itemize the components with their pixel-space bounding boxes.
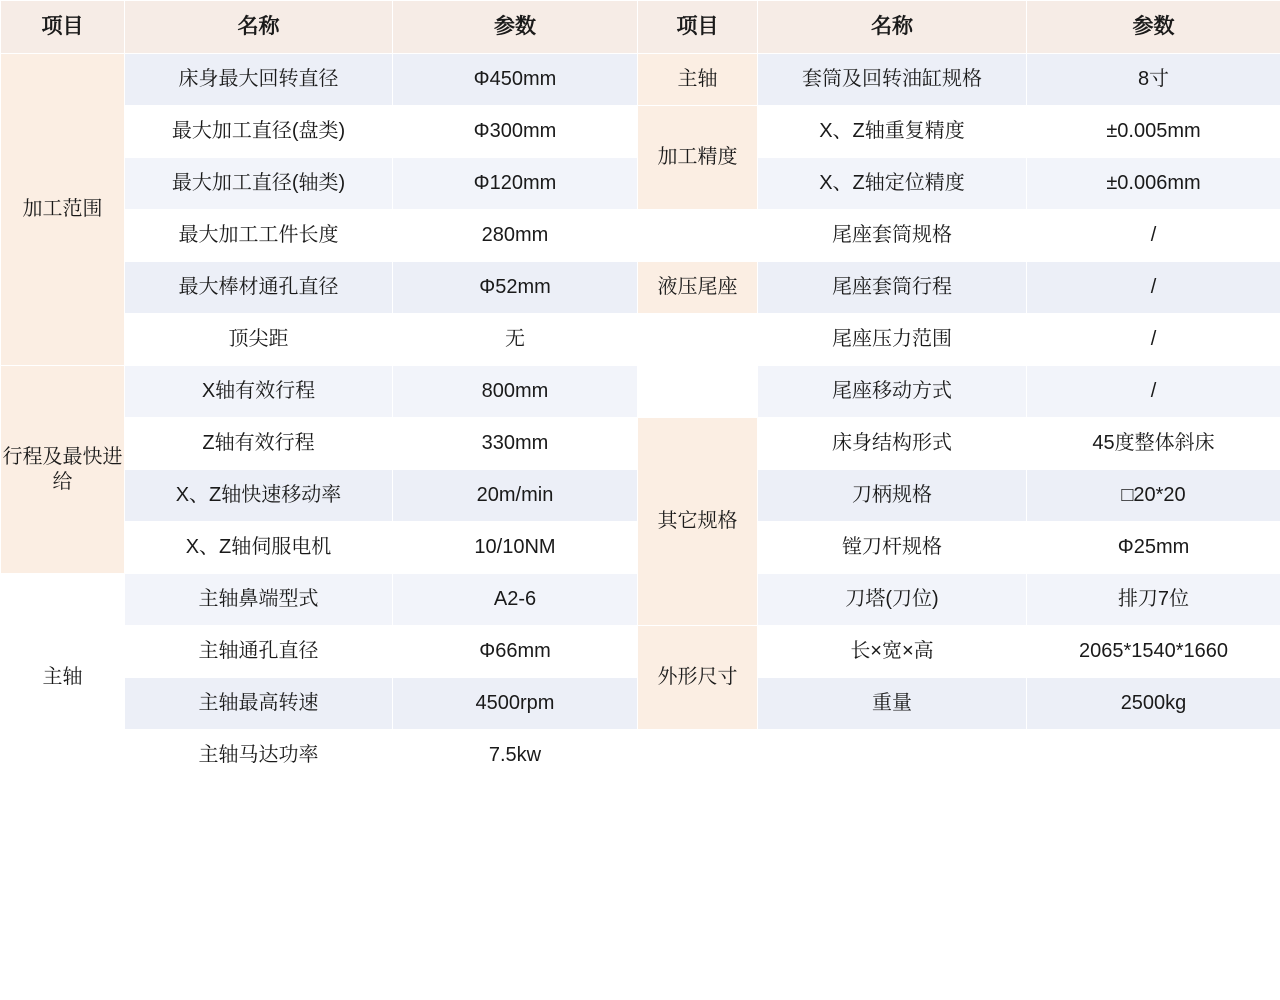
right-value: / bbox=[1027, 262, 1280, 314]
left-name: 主轴通孔直径 bbox=[125, 626, 393, 678]
table-row bbox=[1, 314, 1280, 366]
right-value: 8寸 bbox=[1027, 54, 1280, 106]
left-value: Φ120mm bbox=[393, 158, 638, 210]
right-name: 长×宽×高 bbox=[758, 626, 1027, 678]
left-value: A2-6 bbox=[393, 574, 638, 626]
right-value: 2065*1540*1660 bbox=[1027, 626, 1280, 678]
header-left-category: 项目 bbox=[1, 1, 125, 54]
right-value: / bbox=[1027, 366, 1280, 418]
left-category-travel-feed: 行程及最快进给 bbox=[1, 366, 125, 574]
right-category-spacer bbox=[638, 366, 758, 418]
table-row bbox=[1, 106, 1280, 158]
right-category-hydraulic-tailstock: 液压尾座 bbox=[638, 262, 758, 314]
right-value: ±0.006mm bbox=[1027, 158, 1280, 210]
left-value: 10/10NM bbox=[393, 522, 638, 574]
left-name: 主轴鼻端型式 bbox=[125, 574, 393, 626]
right-name: X、Z轴定位精度 bbox=[758, 158, 1027, 210]
right-name: 床身结构形式 bbox=[758, 418, 1027, 470]
right-category-dimensions: 外形尺寸 bbox=[638, 626, 758, 730]
header-left-value: 参数 bbox=[393, 1, 638, 54]
right-name: 刀柄规格 bbox=[758, 470, 1027, 522]
table-row bbox=[1, 54, 1280, 106]
right-category-spindle: 主轴 bbox=[638, 54, 758, 106]
left-name: Z轴有效行程 bbox=[125, 418, 393, 470]
right-name: 镗刀杆规格 bbox=[758, 522, 1027, 574]
table-row bbox=[1, 210, 1280, 262]
header-left-name: 名称 bbox=[125, 1, 393, 54]
left-value: 800mm bbox=[393, 366, 638, 418]
left-name: 床身最大回转直径 bbox=[125, 54, 393, 106]
right-value: / bbox=[1027, 210, 1280, 262]
right-value: / bbox=[1027, 314, 1280, 366]
right-name: 尾座套筒行程 bbox=[758, 262, 1027, 314]
left-name: 主轴马达功率 bbox=[125, 730, 393, 782]
left-name: X轴有效行程 bbox=[125, 366, 393, 418]
right-value: ±0.005mm bbox=[1027, 106, 1280, 158]
left-name: X、Z轴伺服电机 bbox=[125, 522, 393, 574]
right-category-other-specs: 其它规格 bbox=[638, 418, 758, 626]
right-filler bbox=[1027, 730, 1280, 782]
left-name: 最大加工直径(轴类) bbox=[125, 158, 393, 210]
right-value: 45度整体斜床 bbox=[1027, 418, 1280, 470]
right-filler bbox=[758, 730, 1027, 782]
right-name: 尾座套筒规格 bbox=[758, 210, 1027, 262]
left-value: 20m/min bbox=[393, 470, 638, 522]
left-category-spindle: 主轴 bbox=[1, 574, 125, 782]
left-value: Φ300mm bbox=[393, 106, 638, 158]
header-right-category: 项目 bbox=[638, 1, 758, 54]
left-name: X、Z轴快速移动率 bbox=[125, 470, 393, 522]
right-category-spacer bbox=[638, 314, 758, 366]
left-value: 4500rpm bbox=[393, 678, 638, 730]
table-row bbox=[1, 366, 1280, 418]
left-value: Φ450mm bbox=[393, 54, 638, 106]
right-name: 重量 bbox=[758, 678, 1027, 730]
left-value: Φ52mm bbox=[393, 262, 638, 314]
left-category-machining-range: 加工范围 bbox=[1, 54, 125, 366]
left-name: 最大棒材通孔直径 bbox=[125, 262, 393, 314]
left-value: 7.5kw bbox=[393, 730, 638, 782]
left-value: 280mm bbox=[393, 210, 638, 262]
right-name: 尾座移动方式 bbox=[758, 366, 1027, 418]
left-name: 主轴最高转速 bbox=[125, 678, 393, 730]
table-row bbox=[1, 730, 1280, 782]
table-row bbox=[1, 262, 1280, 314]
table-row bbox=[1, 418, 1280, 470]
left-value: 330mm bbox=[393, 418, 638, 470]
table-header-row bbox=[1, 1, 1280, 54]
left-name: 顶尖距 bbox=[125, 314, 393, 366]
table-row bbox=[1, 626, 1280, 678]
right-category-spacer bbox=[638, 210, 758, 262]
right-value: □20*20 bbox=[1027, 470, 1280, 522]
right-value: Φ25mm bbox=[1027, 522, 1280, 574]
right-name: 刀塔(刀位) bbox=[758, 574, 1027, 626]
header-right-value: 参数 bbox=[1027, 1, 1280, 54]
right-filler bbox=[638, 730, 758, 782]
right-name: 尾座压力范围 bbox=[758, 314, 1027, 366]
right-name: 套筒及回转油缸规格 bbox=[758, 54, 1027, 106]
left-value: Φ66mm bbox=[393, 626, 638, 678]
right-name: X、Z轴重复精度 bbox=[758, 106, 1027, 158]
right-category-accuracy: 加工精度 bbox=[638, 106, 758, 210]
right-value: 2500kg bbox=[1027, 678, 1280, 730]
header-right-name: 名称 bbox=[758, 1, 1027, 54]
left-name: 最大加工直径(盘类) bbox=[125, 106, 393, 158]
right-value: 排刀7位 bbox=[1027, 574, 1280, 626]
left-name: 最大加工工件长度 bbox=[125, 210, 393, 262]
left-value: 无 bbox=[393, 314, 638, 366]
